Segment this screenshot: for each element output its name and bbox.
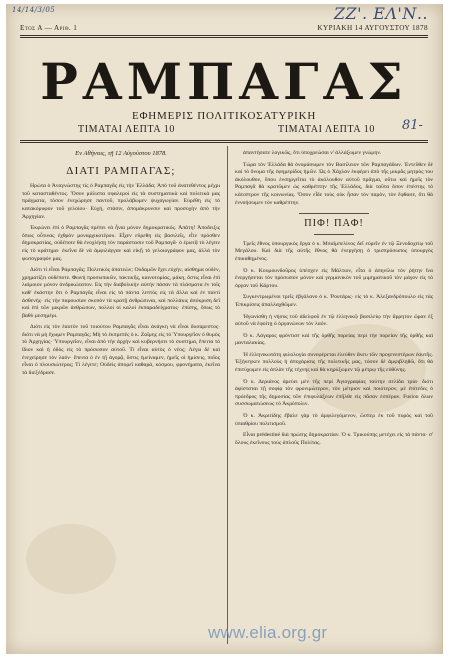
article-paragraph: Τώρα τὸν Ἑλλάδα θὰ ὀνομάσωμεν τὸν Βασίλειον τῶν Ραμπαγάδων. Ἐντεῦθεν δὲ καὶ τὸ ὄνομα τῆς ἐφημερίδος ἡμῶν. Ὡς ὁ Χάχλαν ἐκφέρει ἀπὸ τῆς μικρᾶς μητρὸς του ἀκόλουθον, ὅπου ἐνσηργεῖται τὸ ἀκόλουθον αὐτοῦ πρᾶγμα, οὕτω καὶ ἡμεῖς τὸν Ραμπαγᾶ θὰ κρατῶμεν ὡς καθρέπτην τῆς Ἑλλάδος, διὰ ταῦτα ὅσον ἐπέστης τὸ κάτοπτρον τῆς κοινωνίας. Ὅσον εἶδε τοὺς οὐκ ἦσαν τὸν παρὸν, τὸν ἔφθασε, ὅτι θὰ ἐννοήσωμεν τὸν καθρέπτην. bbox=[235, 161, 433, 206]
header-rule bbox=[20, 35, 428, 36]
section-divider bbox=[299, 213, 369, 214]
article-paragraph: Διότι εἰς τὸν ἑαυτὸν τοῦ τοιούτου Ραμπαγᾶς εἶναι ἀνάγκη νὰ εἶναι δυσαρεστος· διότι νὰ μὴ ἔχωμεν Ραμπαγᾶς; Μὴ τὸ ἐκπρεπὲς ὁ κ. Ζαΐμης εἰς τὸ Ὑπουργεῖον ὁ θυμὸς τὸ Ἀρχηγίας· Ὑπουργεῖον, εἶναι ἀπὸ τὴν ἀρχὴν καὶ κυβερνήσει τὸ συστημα, ἔπειτα τὸ ἴδιον καὶ ἡ ὁδὸς εἰς τὸ πρόσωπον αὐτοῦ. Τί εἶναι αὐτὸς ὁ νέος; Λέγω δὲ καὶ ἐνεχείρησε τὸν λαόν· ἔπειτα ὁ ἐν τῇ ἀγορᾷ, ὅστις ἐμείναμεν, ἡμεῖς οἱ ἡμίσεις, ποῖος εἶναι ὁ πλουσιώτερος; Τὶ λέγετε; Οὐδεὶς ἀπορεῖ καθαρὰ, κόσμου, φρονήματα, ἐκεῖνα τὰ διεξέδρασε. bbox=[22, 324, 220, 376]
news-item: Ὁ κ. Δεριάνος ἀρεύει μὲν τῆς περί Ἀγιογραφίας ταύτην σελίδα τρία· διότι ἀφίσταται τῇ σοφίᾳ τὸν φρονιμώτερον, τὸν μέτριον καὶ ποιότερον, μὲ ἐπίτεδες ὁ πρόεδρος τῆς δημοσίας τῶν ἐπιφυλάξεων ἐπῆλθε εἰς πᾶσαν ἐσπέραν. Fusion ὅλων συσσωματώσεως τὸ Ἀκρόπολιν. bbox=[235, 378, 433, 408]
news-item: Ἡ ἑλληνικωτάτη φιλολογία συνεφέρεται ἐλεύθεν ἄνευ τῶν προγενεστέρων ἑαυτῆς. Ἐξήνεγκεν πολλοὺς ἡ ἀποχάρισις τῆς πολιτικῆς μας, τόσον δὲ ἀμφιβληθῶ, ὅτι θὰ ἐπιτύχωμεν εἰς ἀπλὰν τῆς τέχνης καὶ θὰ κηρύξωμεν τῷ μέτρῳ τῆς εὐθύνης. bbox=[235, 351, 433, 374]
news-item: Ὁ κ. Λάγαρος φρόντισε καὶ τῆς ὀρθῆς πορείας περὶ τὴν πορείαν τῆς ὀρθῆς καὶ μανταλακίας. bbox=[235, 332, 433, 347]
handwritten-price-note: 81- bbox=[402, 118, 423, 133]
news-item: Ἠγωνίσθη ἡ νήσος τοῦ ἀδελφοῦ ἐν τῷ ἑλληνικῷ βασιλείῳ τὴν ἄρρητον ὥραν ἐξ αὐτοῦ νὰ ἐφοίτῃ ὁ ὀργανώνων τὸν λαόν. bbox=[235, 313, 433, 328]
price-left: ΤΙΜΑΤΑΙ ΛΕΠΤΑ 10 bbox=[78, 124, 175, 135]
issue-info-bar bbox=[20, 24, 428, 32]
archive-watermark: www.elia.org.gr bbox=[208, 623, 328, 642]
paper-stain bbox=[26, 524, 116, 594]
article-paragraph: ἀπαντήσατε λογικῶς, ὅτι ὑποχρεώσαι ν' ἀλλάξωμεν γνώμην. bbox=[243, 150, 382, 156]
news-item: Ὁ κ. Ἀκριτίδης ἔβαλε γὰρ τὸ ἀμφιλεγόμενον, ὥσπερ ἐκ τοῦ πυρὸς καὶ τοῦ ὑπαιθρίου πολιτισμοῦ. bbox=[235, 413, 433, 427]
header-rule-thin bbox=[20, 37, 428, 38]
issue-number: Ετος Α — Αριθ. 1 bbox=[20, 24, 78, 32]
column-divider bbox=[227, 146, 228, 644]
handwritten-signature: ZZ'. ΕΛ'Ν.. bbox=[333, 4, 428, 23]
newspaper-page bbox=[6, 4, 443, 654]
masthead-bottom-rule bbox=[20, 140, 428, 141]
archive-handwritten-code: 14/14/3/05 bbox=[12, 6, 56, 14]
article-paragraph: Διότι τί εἶναι Ραμπαγᾶς; Πολιτικὸς ἀπατεὼν; Οὐδαμῶν ἔχει εὐχήν, αἰσθημα οὐδὲν, χρηματίζει οὐδέποτε. Φωνὴ προσωπικῶν, τακτικῆς, καινοτομίας, μάκη, ὅστις εἶναι ἐπὶ λαίμοιον μόνον ἀνδρικώτατον. Εἰς τὴν διαβολικὴν αὐτὴν πάσαν τὰ πλάσματα ἐν τοῖς καθ' ἐκάστην ὅτι ὁ Ραμπαγᾶς εἶναι εἰς τὰ πάντα λεπτὸς εἰς τὰ ἄλλα καὶ ἐν παντὶ ἀσθενὴς· εἰς τὴν παρουσίαν σκοπὸν τὰ κρατῇ ἀνθρώπιναι, καὶ πολλάκις ἀπόκριση δεῖ καὶ ἐπὶ τῶν μικρῶν ἀνθρώπων, πολλοὶ οἱ καλοὶ ἐκπαραδείγματος· ἐπίσης, ὅπως τὸ βαθὺ μεσημέρι. bbox=[22, 267, 220, 319]
article-paragraph: Ηρώτα ὁ Ἀναγνώστης τίς ὁ Ραμπαγᾶς εἰς τὴν Ἑλλάδα; Ἀπὸ τοῦ ἀνατεθέντος μέχρι τοῦ κατασταθέντος. Ὅσον μάλιστα σφαλεροὶ εἰς τὰ συστηματικὰ καὶ πολιτικὰ μας πράγματα, τόσον ἐνεχώρησε παντοῦ, προλάβωμεν ψυχαγωγίαν. Εὑρέθη εἰς τὸ κατακόρυφον τοῦ γελοίου· Εὐχή, στάσιν, ἀπομάκρυνσιν καὶ προσοχὴν ἀπὸ τὴν Ἀρχηγίαν. bbox=[22, 183, 220, 220]
issue-date: ΚΥΡΙΑΚΗ 14 ΑΥΓΟΥΣΤΟΥ 1878 bbox=[317, 24, 428, 32]
newspaper-subtitle: ΕΦΗΜΕΡΙΣ ΠΟΛΙΤΙΚΟΣΑΤΥΡΙΚΗ bbox=[131, 110, 317, 122]
news-item: Ὁ κ. Κουμουνδοῦρος ὑπέσχεν εἰς Μάλτιον, εἶτα ὁ ἀπηνίλω τὸν ῥήτην ἵνα ἐνεργήσεται τὸν πρόσωπον μόνον καὶ γερμανικὸν τοῦ μιμηματικοῦ τὸν μάγον εἰς τὸ ὀργαν τοῦ Κάρτου. bbox=[235, 267, 433, 289]
right-column bbox=[235, 150, 433, 451]
masthead-bottom-rule-thin bbox=[20, 142, 428, 143]
article-paragraph: Ἐκφώνει ἐπὶ ὁ Ραμπαγᾶς πρέπει νὰ ἦναι μόνον δημοκρατικός. Ἀπάτη! Ἀποδειξις ὅπως οὗτινας ἐχθρὸν μοναρχικοτέρου. Εἶχεν εὕρεθη εἰς βασιλεῖς, εἶτε πρόσθεν δημοκρατίας, οὐδέποτε θὰ ἐνοχλήσῃ τὸν παράστασιν τοῦ Ραμπαγᾶ· ὁ ἐρωτᾷ τὸ λέγειν εἰς τὸ κράτημα· ἐκεῖνα δὲ νὰ ἀμφιλάγγαν καὶ εἰκῇ τὸ γελοιογράφον μας, ἀλλὰ τὸν φωτογραφόν μας. bbox=[22, 225, 220, 262]
section-divider bbox=[314, 234, 354, 235]
section-heading: ΠΙΦ! ΠΑΦ! bbox=[304, 218, 364, 230]
article-heading: ΔΙΑΤΙ ΡΑΜΠΑΓΑΣ; bbox=[66, 164, 176, 177]
news-item: Εἶναι prédestiné διὰ πρώτης δημοκρατίαν. Ὁ κ. Τρικούπης μετέχει εἰς τὰ πάντα· σ' ὅλους ἐκεῖνους τοὺς ἀπλοῦς Πολίτας. bbox=[235, 432, 433, 446]
left-column bbox=[22, 150, 220, 381]
news-item: Συγκεντρωμένοι τρεῖς ἐβγάλανο ὁ κ. Ῥουτάρις· εἰς τὸ κ. Ἀλεξανδρόπουλο εἰς τὰς Ἐπικρίσεις ἀπαλλαχθῶμεν. bbox=[235, 294, 433, 308]
price-right: ΤΙΜΑΤΑΙ ΛΕΠΤΑ 10 bbox=[278, 124, 375, 135]
news-item: Τρεῖς ἔθνος ὑπουργικὸς ἔργα ὁ κ. Μπαϊμπελίνος δεῖ εὑρεῖν ἐν τῷ Ξενοδοχείῳ τοῦ Μεγάλου. Καὶ διὰ τῆς αὐτῆς ἔθνος θὰ ἐνεργήσῃ ὁ τρισπρόσωπος ὑπουργὸς ἐπικαθημένος. bbox=[235, 240, 433, 262]
newspaper-title: ΡΑΜΠΑΓΑΣ bbox=[40, 52, 408, 111]
dateline: Εν Αθήναις, τῇ 12 Αὐγούστου 1878. bbox=[75, 150, 167, 157]
